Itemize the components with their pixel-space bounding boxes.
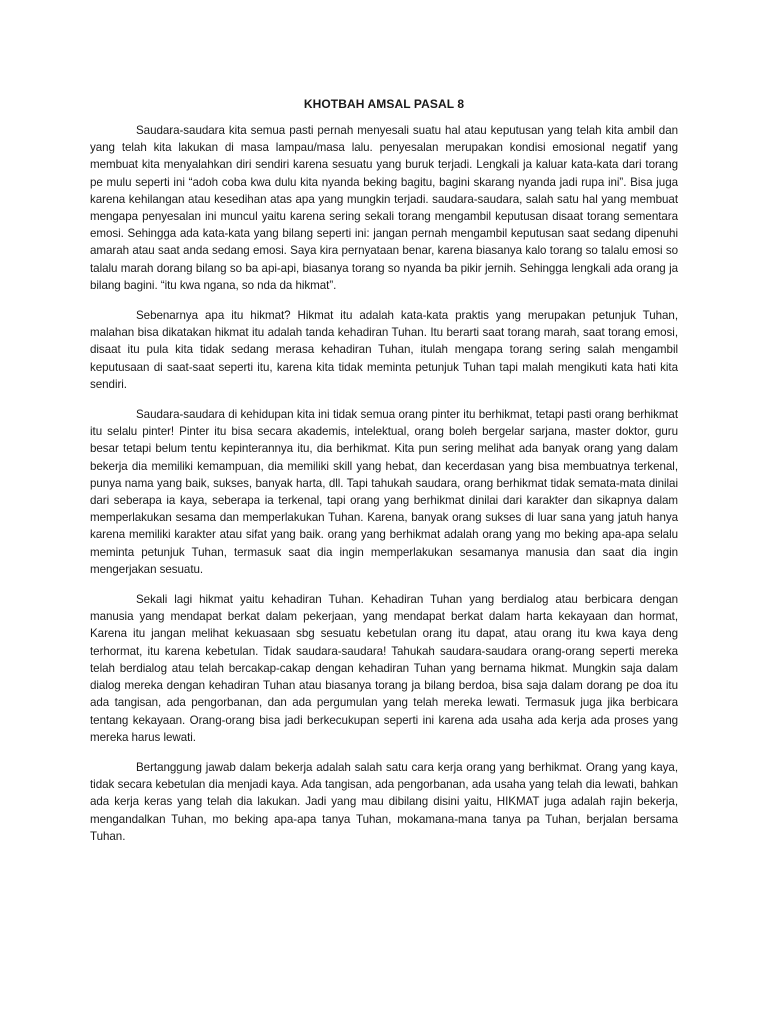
document-title: KHOTBAH AMSAL PASAL 8 <box>303 97 465 111</box>
paragraph-3: Saudara-saudara di kehidupan kita ini tidak semua orang pinter itu berhikmat, tetapi pasti orang berhikmat itu selalu pinter! Pinter itu bisa secara akademis, intelektual, orang boleh bergelar sarjana, master doktor, guru besar tetapi belum tentu kepinterannya itu, dia berhikmat. Kita pun sering melihat ada banyak orang yang dalam bekerja dia memiliki kemampuan, dia memiliki skill yang hebat, dan kecerdasan yang bisa membuatnya terkenal, punya nama yang baik, sukses, banyak harta, dll. Tapi tahukah saudara, orang berhikmat tidak semata-mata dinilai dari seberapa ia kaya, seberapa ia terkenal, tapi orang yang berhikmat dinilai dari karakter dan sikapnya dalam memperlakukan sesama dan memperlakukan Tuhan. Karena, banyak orang sukses di luar sana yang jatuh hanya karena memiliki karakter atau sifat yang baik. orang yang berhikmat adalah orang yang mo beking apa-apa selalu meminta petunjuk Tuhan, termasuk saat dia ingin memperlakukan sesamanya manusia dan saat dia ingin mengerjakan sesuatu. <box>90 408 678 576</box>
paragraph-4: Sekali lagi hikmat yaitu kehadiran Tuhan. Kehadiran Tuhan yang berdialog atau berbicara dengan manusia yang mendapat berkat dalam pekerjaan, yang mendapat berkat dalam harta kekayaan dan hormat, Karena itu jangan melihat kekuasaan sbg sesuatu kebetulan orang itu dapat, atau orang itu kwa kaya deng terhormat, itu karena kebetulan. Tidak saudara-saudara! Tahukah saudara-saudara orang-orang seperti mereka telah berdialog atau telah bercakap-cakap dengan kehadiran Tuhan yang bernama hikmat. Mungkin saja dalam dialog mereka dengan kehadiran Tuhan atau biasanya torang ja bilang berdoa, bisa saja dalam dorang pe doa itu ada tangisan, ada pengorbanan, dan ada pergumulan yang telah mereka lewati. Termasuk juga jika berbicara tentang kekayaan. Orang-orang bisa jadi berkecukupan seperti ini karena ada usaha ada kerja ada proses yang mereka harus lewati. <box>90 593 678 744</box>
paragraph-2: Sebenarnya apa itu hikmat? Hikmat itu adalah kata-kata praktis yang merupakan petunjuk Tuhan, malahan bisa dikatakan hikmat itu adalah tanda kehadiran Tuhan. Itu berarti saat torang marah, saat torang emosi, disaat itu pula kita tidak sedang merasa kehadiran Tuhan, itulah mengapa torang sering salah mengambil keputusaan di saat-saat seperti itu, karena kita tidak meminta petunjuk Tuhan tapi malah mengikuti kata hati kita sendiri. <box>90 309 678 391</box>
paragraph-1: Saudara-saudara kita semua pasti pernah menyesali suatu hal atau keputusan yang telah kita ambil dan yang telah kita lakukan di masa lampau/masa lalu. penyesalan merupakan kondisi emosional negatif yang membuat kita menyalahkan diri sendiri karena sesuatu yang buruk terjadi. Lengkali ja kaluar kata-kata dari torang pe mulu seperti ini “adoh coba kwa dulu kita nyanda beking bagitu, bagini skarang nyanda jadi rupa ini”. Bisa juga karena kehilangan atau kesedihan atas apa yang mungkin terjadi. saudara-saudara, salah satu hal yang membuat mengapa penyesalan ini muncul yaitu karena sering sekali torang mengambil keputusan disaat torang sementara emosi. Sehingga ada kata-kata yang bilang seperti ini: jangan pernah mengambil keputusan saat sedang dipenuhi amarah atau saat anda sedang emosi. Saya kira pernyataan benar, karena biasanya kalo torang so talalu emosi so talalu marah dorang bilang so ba api-api, biasanya torang so nyanda ba pikir jernih. Sehingga lengkali ada orang ja bilang bagini. “itu kwa ngana, so nda da hikmat”. <box>90 124 678 292</box>
paragraph-5: Bertanggung jawab dalam bekerja adalah salah satu cara kerja orang yang berhikmat. Orang yang kaya, tidak secara kebetulan dia menjadi kaya. Ada tangisan, ada pengorbanan, ada usaha yang telah dia lewati, bahkan ada kerja keras yang telah dia lakukan. Jadi yang mau dibilang disini yaitu, HIKMAT juga adalah rajin bekerja, mengandalkan Tuhan, mo beking apa-apa tanya Tuhan, mokamana-mana tanya pa Tuhan, berjalan bersama Tuhan. <box>90 760 678 843</box>
document-page <box>90 96 678 858</box>
